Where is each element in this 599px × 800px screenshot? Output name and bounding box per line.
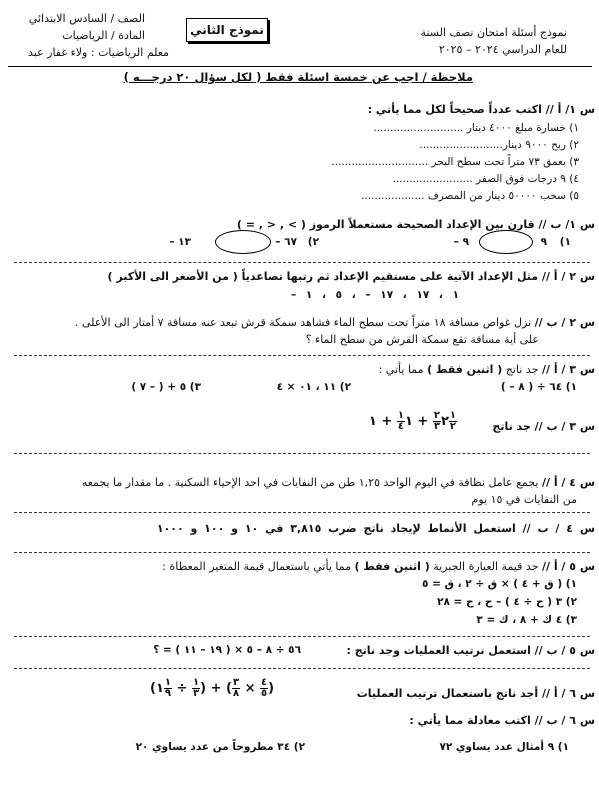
q5a-item-3: ٣) ٤ ك + ٨ ، ك = ٣ — [476, 614, 577, 626]
q1b-title: س ١/ ب // قارن بين الإعداد الصحيحة مستعملاً الرموز ( > , < , = ) — [236, 218, 595, 231]
divider — [14, 552, 590, 553]
q5a-item-2: ٢) ٣ ( ح ÷ ٤ ) – ح ، ح = ٢٨ — [437, 596, 577, 608]
q3a-item-2: ٢) ١١ ، ٠١ × ٤ — [276, 381, 351, 393]
instructions-note: ملاحظة / اجب عن خمسة اسئلة فقط ( لكل سؤال ٢٠ درجـــه ) — [123, 70, 473, 84]
q3a-title: س ٣ / أ // جد ناتج ( اثنين فقط ) مما يأتي : — [378, 363, 595, 376]
q3b-expression — [369, 411, 457, 432]
q3a-item-1: ١) ٦٤ ÷ ( ٨ – ) — [500, 381, 577, 393]
q2b-line-2: على أية مسافة تقع سمكة القرش من سطح الماء ؟ — [305, 333, 539, 346]
q1a-item-5: ٥) سحب ٥٠٠٠٠ دينار من المصرف ................... — [361, 190, 579, 202]
plus-sign: + — [417, 414, 429, 429]
divider — [14, 355, 590, 356]
q4a-line-1: س ٤ / أ // يجمع عامل نظافة في اليوم الواحد ١,٢٥ طن من النفايات في احد الإحياء السكنية . ما مقدار ما يجمعه — [81, 476, 595, 489]
q1a-item-3: ٣) بعمق ٧٣ متراً تحت سطح البحر ............................. — [331, 156, 579, 168]
divider — [14, 262, 590, 263]
header-rule — [8, 66, 592, 67]
plus-sign: + — [381, 414, 393, 429]
model-label: نموذج الثاني — [186, 18, 268, 42]
divider — [14, 453, 590, 454]
q1b-pair-2-right: ١٣ – — [169, 236, 191, 248]
comparison-blank-2[interactable] — [215, 230, 271, 254]
mixed-number-whole: ١ — [368, 414, 377, 429]
fraction: $\frac{٢}{٣}$ — [433, 410, 440, 432]
q4b-text: س ٤ / ب // استعمل الأنماط لإيجاد ناتج ضرب ٣,٨١٥ في ١٠ و ١٠٠ و ١٠٠٠ — [156, 522, 595, 535]
mixed-number-whole: ١ — [404, 414, 413, 429]
divider — [14, 668, 590, 669]
q1b-pair-1-right: ٩ – — [453, 236, 469, 248]
q6b-item-1: ١) ٩ أمثال عدد يساوي ٧٢ — [439, 741, 569, 753]
q6b-item-2: ٢) ٣٤ مطروحاً من عدد يساوي ٢٠ — [135, 741, 305, 753]
q1a-item-4: ٤) ٩ درجات فوق الصفر ........................ — [392, 173, 579, 185]
q3a-item-3: ٣) ٥ + ( – ٧ ) — [131, 381, 201, 393]
fraction: $\frac{١}{٤}$ — [397, 410, 404, 432]
q1b-pair-2-number: ٢) — [307, 236, 319, 248]
fraction: $\frac{١}{٢}$ — [449, 410, 456, 432]
q6a-expression: (١ $\frac{١}{٩}$ ÷ $\frac{١}{٣}$ ) + ( $\frac{٣}{٨}$ × $\frac{٤}{٥}$ ) — [150, 677, 275, 699]
comparison-blank-1[interactable] — [479, 230, 533, 254]
q6a-title: س ٦ / أ // أجد ناتج باستعمال ترتيب العمليات — [356, 687, 595, 700]
q4a-line-2: من النفايات في ١٥ يوم — [471, 493, 577, 506]
q1b-pair-1-number: ١) — [559, 236, 571, 248]
q1a-title: س ١/ أ // اكتب عدداً صحيحاً لكل مما يأتي : — [367, 103, 595, 116]
q1b-pair-1-left: ٩ — [540, 236, 547, 248]
divider — [14, 636, 590, 637]
grade-label: الصف / السادس الابتدائي — [28, 12, 145, 25]
q1a-item-2: ٢) ربح ٩٠٠٠ دينار......................... — [419, 139, 579, 151]
q6b-title: س ٦ / ب // اكتب معادلة مما يأتي : — [409, 714, 595, 727]
mixed-number-whole: ٢ — [440, 414, 449, 429]
divider — [14, 512, 590, 513]
q5b-expression: ٥٦ ÷ ٨ – ٥ × ( ١٩ – ١١ ) = ؟ — [153, 644, 301, 656]
q2b-line-1: س ٢ / ب // نزل غواص مسافة ١٨ متراً تحت سطح الماء فشاهد سمكة قرش تبعد عنه مسافة ٧ أمتار الى الأعلى . — [74, 316, 595, 329]
q5a-title: س ٥ / أ // جد قيمة العبارة الجبرية ( اثنين فقط ) مما يأتي باستعمال قيمة المتغير المعطاة : — [162, 560, 595, 573]
academic-year: للعام الدراسي ٢٠٢٤ – ٢٠٢٥ — [438, 43, 567, 56]
q1a-item-1: ١) خسارة مبلغ ٤٠٠٠ دينار ........................... — [373, 122, 579, 134]
exam-title: نموذج أسئلة امتحان نصف السنة — [420, 26, 567, 39]
q3b-title: س ٣ / ب // جد ناتج — [492, 420, 595, 433]
teacher-label: معلم الرياضيات : ولاء غفار عبد — [27, 46, 169, 59]
q1b-pair-2-left: ٦٧ – — [275, 236, 297, 248]
q5a-item-1: ١) ( ق + ٤ ) × ق ÷ ٢ ، ق = ٥ — [422, 578, 577, 590]
q2a-title: س ٢ / أ // مثل الإعداد الآتية على مستقيم الإعداد ثم رتبها تصاعدياً ( من الأصغر الى الأكبر ) — [107, 270, 595, 283]
q5b-title: س ٥ / ب // استعمل ترتيب العمليات وجد ناتج : — [346, 644, 595, 657]
q2a-numbers: ١ ، ١٧ ، ١٧ – ، ٥ ، ١ – — [291, 289, 459, 301]
subject-label: المادة / الرياضيات — [62, 29, 145, 42]
